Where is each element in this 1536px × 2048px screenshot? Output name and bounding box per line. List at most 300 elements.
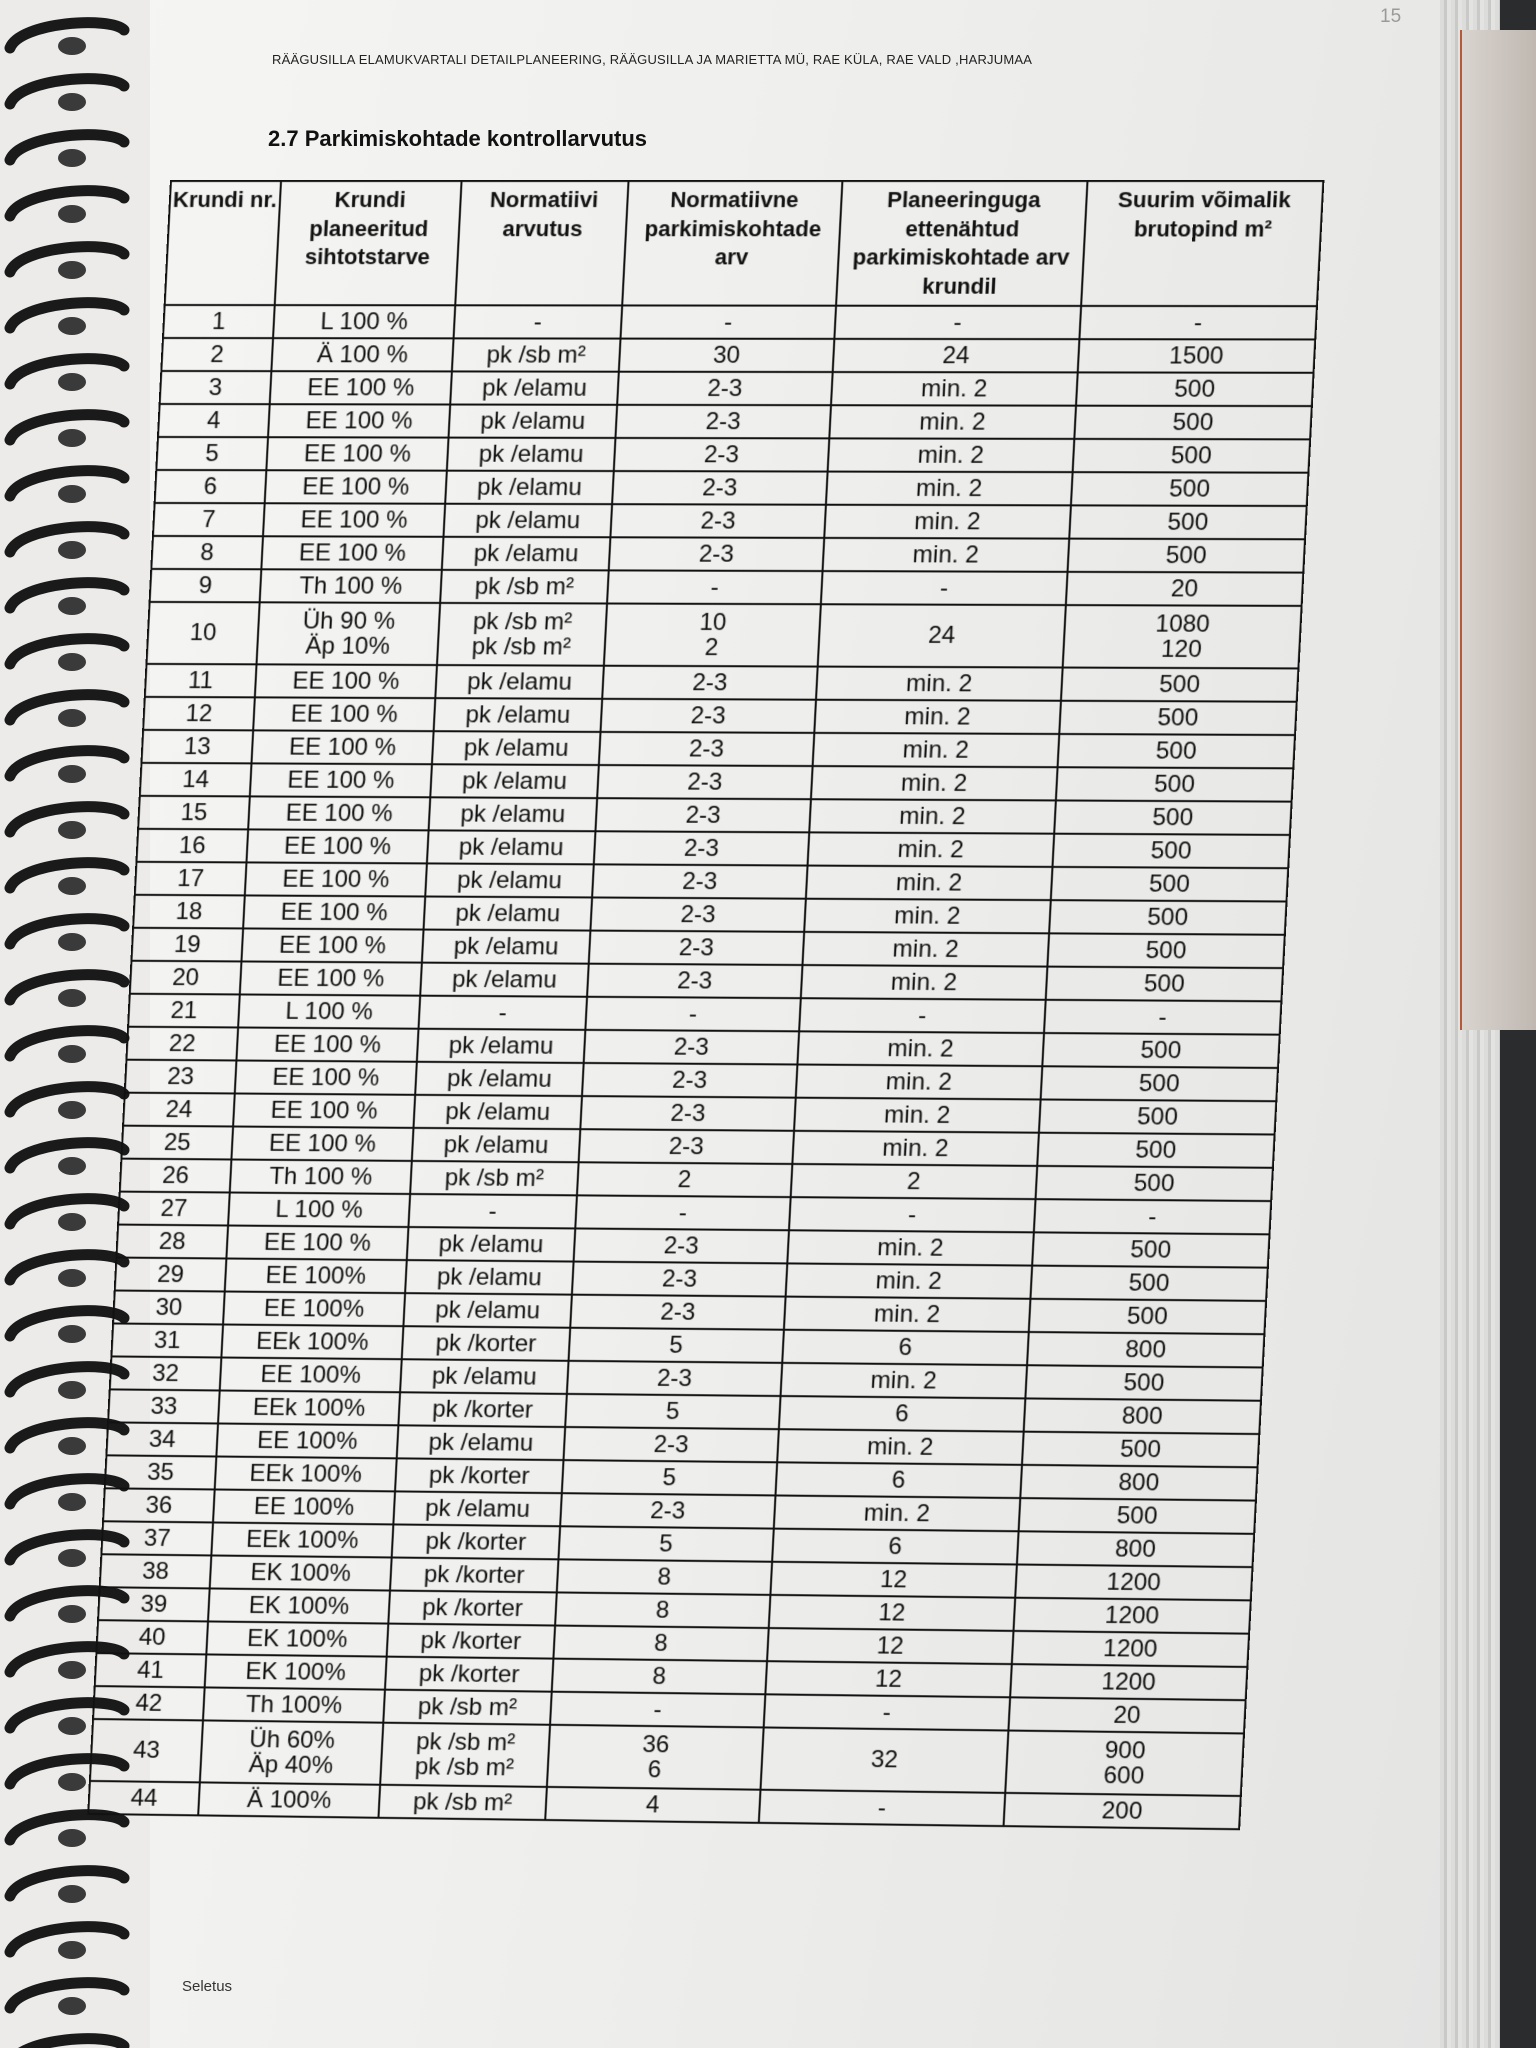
cell-normatiivne <box>610 504 826 538</box>
cell-text: 11 <box>187 666 214 695</box>
cell-text: 800 <box>1121 1402 1164 1430</box>
cell-text: pk /elamu <box>446 1064 553 1093</box>
cell-text: min. 2 <box>883 1101 951 1129</box>
cell-text: pk /elamu <box>424 1494 531 1523</box>
punch-hole <box>58 653 86 671</box>
cell-nr <box>133 895 245 929</box>
cell-text: Ä 100 % <box>316 341 409 369</box>
punch-hole <box>58 205 86 223</box>
cell-text: pk /sb m² <box>412 1788 513 1817</box>
cell-text: 2-3 <box>661 1265 698 1293</box>
punch-hole <box>58 989 86 1007</box>
cell-text: 8 <box>651 1662 667 1690</box>
cell-normatiivne <box>547 1725 764 1790</box>
cell-nr <box>160 371 272 404</box>
cell-arvutus <box>443 504 612 538</box>
cell-nr <box>163 305 275 338</box>
cell-brutopind <box>1030 1266 1267 1301</box>
cell-planeeritud <box>823 538 1070 572</box>
cell-arvutus <box>452 338 621 371</box>
col-header-arvutus: Normatiivi arvutus <box>455 181 628 305</box>
table-row <box>146 602 1301 669</box>
cell-nr <box>131 928 243 962</box>
cell-text: 30 <box>154 1293 183 1322</box>
cell-text: 43 <box>132 1736 161 1765</box>
cell-text: min. 2 <box>896 835 965 864</box>
cell-arvutus <box>395 1458 563 1493</box>
cell-text: 2-3 <box>686 768 723 796</box>
cell-text: 1200 <box>1102 1634 1159 1663</box>
cell-sihtotstarve <box>205 1654 387 1689</box>
punch-hole <box>58 429 86 447</box>
cell-brutopind <box>1017 1531 1254 1567</box>
cell-normatiivne <box>621 305 837 338</box>
cell-text: 2-3 <box>669 1099 707 1128</box>
cell-planeeritud <box>818 604 1066 667</box>
cell-text: min. 2 <box>900 769 968 797</box>
cell-text: 8 <box>655 1596 671 1624</box>
cell-planeeritud <box>770 1562 1016 1598</box>
cell-planeeritud <box>831 372 1078 406</box>
punch-hole <box>58 1269 86 1287</box>
cell-nr <box>118 1192 230 1226</box>
cell-brutopind <box>1034 1199 1271 1234</box>
cell-normatiivne <box>604 604 821 667</box>
cell-text: pk /sb m² <box>444 1164 545 1192</box>
table-row <box>143 697 1297 735</box>
cell-text: pk /elamu <box>458 833 565 862</box>
col-header-sihtotstarve: Krundi planeeritud sihtotstarve <box>275 181 462 305</box>
cell-sihtotstarve <box>220 1357 402 1392</box>
cell-text: 36 <box>641 1730 670 1759</box>
cell-text: min. 2 <box>917 441 985 469</box>
cell-text: EE 100 % <box>281 865 390 894</box>
cell-nr <box>95 1653 207 1687</box>
cell-text: pk /elamu <box>438 1230 544 1259</box>
punch-hole <box>58 821 86 839</box>
cell-sihtotstarve <box>213 1489 395 1524</box>
cell-text: 8 <box>656 1563 672 1591</box>
cell-text: min. 2 <box>886 1034 955 1063</box>
cell-text: EE 100 % <box>273 1030 382 1059</box>
cell-arvutus <box>405 1260 573 1295</box>
cell-text: pk /elamu <box>453 932 560 961</box>
cell-text: 800 <box>1117 1468 1160 1497</box>
cell-nr <box>103 1488 215 1522</box>
cell-nr <box>146 602 259 664</box>
cell-normatiivne <box>609 537 825 571</box>
cell-text: Üh 60% <box>248 1725 336 1754</box>
cell-planeeritud <box>759 1790 1005 1826</box>
punch-hole <box>58 1885 86 1903</box>
cell-planeeritud <box>792 1131 1039 1166</box>
cell-arvutus <box>408 1194 577 1228</box>
cell-planeeritud <box>808 832 1055 867</box>
cell-brutopind <box>1051 867 1288 902</box>
cell-text: pk /elamu <box>434 1296 541 1325</box>
cell-nr <box>123 1093 235 1127</box>
cell-text: 2-3 <box>689 702 727 730</box>
cell-text: min. 2 <box>898 802 967 831</box>
cell-normatiivne <box>558 1526 773 1561</box>
cell-text-secondary: 2 <box>704 633 720 662</box>
cell-text: 17 <box>176 864 205 893</box>
table-row <box>153 503 1307 539</box>
cell-sihtotstarve <box>245 862 427 896</box>
cell-text: min. 2 <box>913 507 982 536</box>
cell-text: 2-3 <box>703 441 740 469</box>
cell-text: 21 <box>169 996 198 1025</box>
cell-text: pk /elamu <box>461 767 568 795</box>
cell-text: 38 <box>141 1557 170 1585</box>
cell-sihtotstarve <box>228 1192 410 1227</box>
cell-text: EE 100% <box>264 1261 367 1290</box>
cell-normatiivne <box>574 1228 789 1263</box>
punch-hole <box>58 93 86 111</box>
cell-text: 13 <box>183 732 212 761</box>
cell-nr <box>101 1521 213 1555</box>
cell-text: - <box>1157 1003 1168 1031</box>
cell-text: 2 <box>209 340 225 368</box>
cell-brutopind <box>1037 1133 1274 1168</box>
cell-text: 20 <box>171 963 200 992</box>
cell-nr <box>135 862 247 896</box>
cell-sihtotstarve <box>265 470 447 503</box>
cell-text-secondary: pk /sb m² <box>414 1753 515 1782</box>
cell-text: 12 <box>875 1632 905 1660</box>
cell-text: 500 <box>1171 408 1215 437</box>
cell-nr <box>126 1027 238 1061</box>
punch-hole <box>58 1045 86 1063</box>
cell-text: 18 <box>174 897 203 926</box>
cell-nr <box>138 796 250 830</box>
punch-hole <box>58 1381 86 1399</box>
cell-sihtotstarve <box>263 503 445 537</box>
cell-nr <box>110 1356 222 1390</box>
cell-text: 30 <box>712 341 741 369</box>
cell-text: pk /elamu <box>448 1031 555 1060</box>
cell-sihtotstarve <box>261 536 443 570</box>
cell-text: 2-3 <box>676 967 713 995</box>
cell-brutopind <box>1024 1398 1261 1434</box>
cell-text: 2-3 <box>698 540 735 568</box>
cell-text: 31 <box>153 1326 182 1355</box>
cell-planeeritud <box>802 932 1049 967</box>
cell-text: 8 <box>653 1629 669 1657</box>
cell-text: pk /sb m² <box>417 1692 518 1722</box>
cell-normatiivne <box>607 570 823 604</box>
punch-hole <box>58 1437 86 1455</box>
cell-planeeritud <box>824 505 1071 539</box>
cell-arvutus <box>398 1392 566 1427</box>
cell-brutopind <box>1025 1365 1262 1401</box>
cell-brutopind <box>1036 1166 1273 1201</box>
cell-text: L 100 % <box>319 308 409 336</box>
cell-text: EE 100 % <box>306 374 415 402</box>
cell-nr <box>143 697 255 730</box>
cell-arvutus <box>378 1785 546 1820</box>
cell-text: 2-3 <box>699 507 737 535</box>
cell-arvutus <box>419 996 588 1030</box>
cell-nr <box>105 1455 217 1489</box>
cell-text: pk /elamu <box>463 734 570 762</box>
cell-sihtotstarve <box>231 1126 413 1160</box>
cell-normatiivne <box>557 1559 772 1595</box>
punch-hole <box>58 485 86 503</box>
cell-planeeritud <box>826 472 1073 506</box>
cell-planeeritud <box>804 899 1051 934</box>
cell-text: min. 2 <box>893 902 962 930</box>
cell-text: 37 <box>143 1524 172 1552</box>
punch-hole <box>58 317 86 335</box>
cell-arvutus <box>447 438 616 471</box>
cell-text: 500 <box>1126 1302 1169 1331</box>
table-row <box>155 470 1309 506</box>
cell-normatiivne <box>612 471 828 505</box>
cell-normatiivne <box>577 1162 792 1197</box>
cell-text: EE 100 % <box>276 964 385 993</box>
cell-text: 32 <box>870 1746 899 1774</box>
cell-nr <box>121 1126 233 1160</box>
punch-hole <box>58 709 86 727</box>
cell-text: 2-3 <box>683 834 720 862</box>
cell-text: 27 <box>159 1194 188 1223</box>
cell-planeeritud <box>774 1495 1020 1531</box>
cell-sihtotstarve <box>221 1324 403 1359</box>
cell-arvutus <box>388 1591 556 1626</box>
cell-planeeritud <box>789 1197 1036 1232</box>
cell-text: 3 <box>208 373 223 401</box>
cell-sihtotstarve <box>248 796 430 830</box>
cell-nr <box>88 1781 200 1815</box>
cell-text: 1500 <box>1168 342 1225 370</box>
table-row <box>163 305 1317 339</box>
cell-normatiivne <box>550 1692 765 1728</box>
cell-planeeritud <box>814 700 1061 734</box>
cell-planeeritud <box>769 1595 1015 1631</box>
cell-text: pk /elamu <box>474 506 581 535</box>
cell-sihtotstarve <box>271 338 453 371</box>
cell-text: 2-3 <box>688 735 725 763</box>
cell-text: 500 <box>1122 1369 1165 1397</box>
cell-sihtotstarve <box>208 1588 390 1623</box>
table-row <box>161 338 1315 373</box>
cell-arvutus <box>393 1491 561 1526</box>
cell-text: 500 <box>1143 970 1186 998</box>
table-row <box>145 664 1299 702</box>
cell-text: 26 <box>161 1161 190 1190</box>
cell-text: 1200 <box>1104 1601 1160 1630</box>
cell-text: 800 <box>1114 1535 1157 1563</box>
punch-hole <box>58 765 86 783</box>
cell-text: min. 2 <box>875 1267 943 1295</box>
cell-text: EE 100% <box>259 1360 362 1389</box>
table-row <box>158 404 1312 439</box>
cell-text: EE 100 % <box>279 898 389 927</box>
cell-text: 1200 <box>1105 1568 1162 1597</box>
cell-planeeritud <box>816 667 1063 701</box>
cell-sihtotstarve <box>260 569 442 603</box>
cell-arvutus <box>413 1095 582 1129</box>
cell-text: 500 <box>1166 508 1209 536</box>
cell-text: 34 <box>148 1425 177 1453</box>
cell-text: pk /elamu <box>459 800 566 828</box>
cell-text: EEk 100% <box>255 1327 370 1356</box>
cell-text: - <box>952 308 963 336</box>
cell-text: EE 100 % <box>304 407 414 435</box>
cell-brutopind <box>1063 605 1302 668</box>
cell-arvutus <box>420 963 589 997</box>
cell-arvutus <box>422 930 591 964</box>
cell-sihtotstarve <box>238 994 420 1028</box>
cell-text: 5 <box>661 1464 677 1492</box>
cell-text: 2-3 <box>656 1364 693 1393</box>
cell-text: 800 <box>1124 1335 1167 1364</box>
cell-text: pk /elamu <box>431 1362 538 1391</box>
cell-brutopind <box>1008 1697 1245 1733</box>
cell-arvutus <box>432 731 601 765</box>
cell-text: pk /elamu <box>456 866 563 895</box>
punch-hole <box>58 149 86 167</box>
cell-text: pk /elamu <box>479 407 586 435</box>
cell-text: - <box>688 1000 698 1028</box>
cell-sihtotstarve <box>270 371 452 404</box>
cell-planeeritud <box>797 1031 1044 1066</box>
cell-text: 4 <box>206 406 222 435</box>
cell-text: pk /elamu <box>473 539 580 568</box>
cell-text: pk /sb m² <box>472 607 573 636</box>
cell-planeeritud <box>787 1230 1034 1265</box>
cell-text-secondary: 6 <box>647 1756 662 1784</box>
cell-brutopind <box>1074 406 1312 440</box>
cell-brutopind <box>1010 1664 1247 1700</box>
cell-arvutus <box>424 896 593 930</box>
cell-nr <box>130 961 242 995</box>
cell-sihtotstarve <box>225 1258 407 1293</box>
cell-text: pk /sb m² <box>474 572 575 601</box>
cell-text: 33 <box>149 1392 178 1420</box>
cell-planeeritud <box>794 1098 1041 1133</box>
page-number: 15 <box>1380 6 1402 27</box>
cell-text: pk /korter <box>428 1461 531 1490</box>
cell-text: 29 <box>156 1260 185 1289</box>
cell-text: 2-3 <box>706 374 744 402</box>
col-header-planeeritud: Planeeringuga ettenähtud parkimiskohtade arv krundil <box>836 181 1087 306</box>
section-title: 2.7 Parkimiskohtade kontrollarvutus <box>268 126 648 151</box>
cell-brutopind <box>1042 1033 1279 1068</box>
cell-planeeritud <box>799 998 1046 1033</box>
cell-text: - <box>533 308 543 336</box>
cell-text-secondary: Äp 40% <box>248 1751 334 1780</box>
punch-hole <box>58 1213 86 1231</box>
cell-text: 9 <box>198 572 213 600</box>
cell-text-secondary: 120 <box>1160 635 1203 664</box>
cell-planeeritud <box>775 1462 1021 1498</box>
cell-arvutus <box>425 863 594 897</box>
cell-sihtotstarve <box>250 763 432 797</box>
cell-text-secondary: 600 <box>1102 1761 1145 1790</box>
cell-planeeritud <box>772 1529 1018 1565</box>
cell-nr <box>141 730 253 764</box>
cell-text: 2-3 <box>704 407 742 436</box>
cell-text-secondary: Äp 10% <box>304 632 391 660</box>
cell-brutopind <box>1044 1000 1281 1035</box>
cell-text: EE 100 % <box>299 506 409 534</box>
cell-text: 2-3 <box>652 1430 690 1459</box>
cell-text: Th 100 % <box>268 1162 373 1191</box>
cell-sihtotstarve <box>268 404 450 437</box>
cell-text: 44 <box>129 1784 159 1812</box>
punch-hole <box>58 541 86 559</box>
cell-text: min. 2 <box>885 1068 953 1096</box>
cell-sihtotstarve <box>241 928 423 962</box>
col-header-brutopind: Suurim võimalik brutopind m² <box>1081 181 1323 306</box>
cell-text: EE 100 % <box>269 1096 379 1125</box>
cell-text: EEk 100% <box>248 1459 363 1488</box>
cell-text: 500 <box>1138 1069 1181 1098</box>
table-body <box>88 305 1317 1829</box>
cell-brutopind <box>1004 1793 1241 1829</box>
cell-planeeritud <box>829 405 1076 439</box>
cell-normatiivne <box>582 1063 797 1098</box>
cell-nr <box>96 1620 208 1654</box>
cell-text: - <box>678 1199 688 1227</box>
cell-text: 5 <box>658 1530 674 1558</box>
cell-sihtotstarve <box>211 1522 393 1557</box>
cell-arvutus <box>417 1029 586 1063</box>
cell-text: - <box>877 1794 887 1822</box>
cell-text: pk /korter <box>419 1626 522 1656</box>
cell-text: 32 <box>151 1359 180 1387</box>
cell-text: 6 <box>203 472 218 501</box>
cell-text: 2-3 <box>668 1132 705 1161</box>
cell-text: pk /elamu <box>454 899 561 928</box>
cell-normatiivne <box>565 1394 780 1429</box>
cell-brutopind <box>1041 1066 1278 1101</box>
cell-planeeritud <box>767 1628 1013 1664</box>
punch-hole <box>58 37 86 55</box>
cell-arvutus <box>454 305 623 338</box>
cell-nr <box>156 437 268 470</box>
cell-text: 500 <box>1165 541 1208 570</box>
cell-text: 10 <box>698 608 728 636</box>
cell-brutopind <box>1027 1332 1264 1367</box>
cell-normatiivne <box>584 1030 799 1065</box>
cell-text: 24 <box>927 622 956 650</box>
cell-text: 6 <box>891 1466 907 1494</box>
cell-text: EE 100 % <box>271 1063 380 1092</box>
cell-text: EE 100% <box>263 1294 365 1323</box>
cell-arvutus <box>392 1524 560 1559</box>
cell-arvutus <box>435 665 604 699</box>
cell-text: - <box>1147 1203 1158 1231</box>
cell-text: 15 <box>179 798 208 827</box>
cell-text: EEk 100% <box>245 1525 360 1555</box>
cell-sihtotstarve <box>246 829 428 863</box>
cell-text: - <box>1193 308 1203 337</box>
cell-normatiivne <box>601 699 816 733</box>
cell-text: pk /korter <box>418 1659 521 1689</box>
cell-nr <box>136 829 248 863</box>
cell-text: pk /korter <box>423 1560 526 1589</box>
cell-text: 500 <box>1155 737 1198 765</box>
page-footer: Seletus <box>182 1978 233 1995</box>
cell-text: 500 <box>1134 1136 1177 1164</box>
cell-text: 200 <box>1101 1797 1144 1825</box>
punch-hole <box>58 877 86 895</box>
cell-text: 12 <box>184 699 214 728</box>
cell-brutopind <box>1059 701 1296 735</box>
